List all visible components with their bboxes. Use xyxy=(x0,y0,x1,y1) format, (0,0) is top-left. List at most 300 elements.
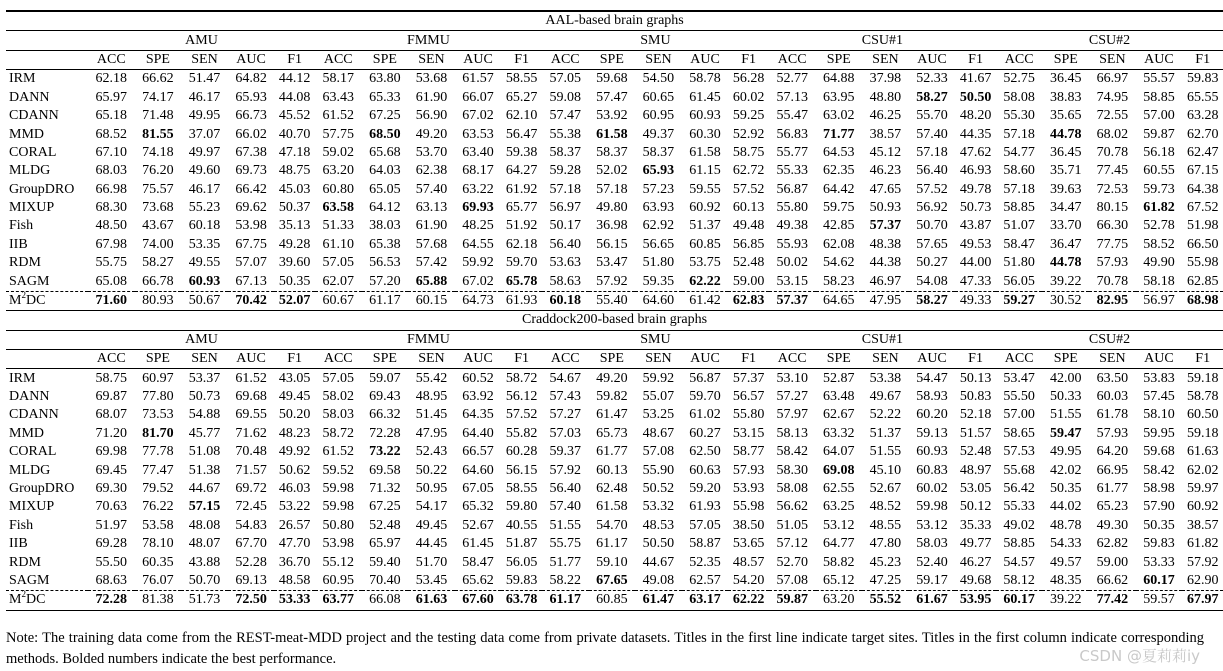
value-cell: 36.47 xyxy=(1050,236,1082,252)
value-cell: 49.95 xyxy=(1050,444,1082,460)
value-cell: 57.92 xyxy=(596,273,628,289)
value-cell: 60.92 xyxy=(1186,499,1219,515)
value-cell: 64.60 xyxy=(462,462,494,478)
value-cell: 61.52 xyxy=(322,444,355,460)
value-cell: 57.05 xyxy=(322,255,355,271)
value-cell: 65.33 xyxy=(369,89,401,105)
value-cell: 53.25 xyxy=(642,407,675,423)
value-cell: 53.70 xyxy=(415,144,448,160)
value-cell: 67.25 xyxy=(369,499,401,515)
value-cell: 67.97 xyxy=(1182,591,1223,610)
table-row xyxy=(6,572,1223,591)
value-cell: 58.17 xyxy=(322,71,355,87)
value-cell: 69.30 xyxy=(95,480,128,496)
value-cell: 58.27 xyxy=(909,291,956,310)
value-cell: 57.18 xyxy=(1003,126,1035,142)
value-cell: 38.57 xyxy=(1186,517,1219,533)
value-cell: 59.87 xyxy=(1143,126,1175,142)
value-cell: 38.50 xyxy=(732,517,765,533)
value-cell: 58.72 xyxy=(505,370,538,386)
value-cell: 64.35 xyxy=(462,407,494,423)
value-cell: 63.53 xyxy=(462,126,494,142)
value-cell: 60.93 xyxy=(689,108,721,124)
value-cell: 49.45 xyxy=(415,517,448,533)
value-cell: 51.45 xyxy=(415,407,448,423)
method-name: MIXUP xyxy=(9,200,55,216)
table-row xyxy=(6,181,1223,199)
value-cell: 51.08 xyxy=(188,444,221,460)
value-cell: 48.80 xyxy=(869,89,902,105)
value-cell: 60.63 xyxy=(689,462,721,478)
value-cell: 54.70 xyxy=(596,517,628,533)
value-cell: 51.77 xyxy=(549,554,581,570)
value-cell: 50.35 xyxy=(278,273,311,289)
value-cell: 59.08 xyxy=(549,89,581,105)
value-cell: 35.71 xyxy=(1050,163,1082,179)
value-cell: 40.55 xyxy=(505,517,538,533)
metric-header: AUC xyxy=(1136,350,1183,369)
value-cell: 49.45 xyxy=(278,389,311,404)
method-name: SAGM xyxy=(9,273,50,289)
value-cell: 59.52 xyxy=(322,462,355,478)
value-cell: 57.75 xyxy=(322,126,355,142)
value-cell: 67.98 xyxy=(95,236,128,252)
value-cell: 63.28 xyxy=(1186,108,1219,124)
site-header: SMU xyxy=(542,31,769,50)
value-cell: 44.78 xyxy=(1050,126,1082,142)
method-name: CORAL xyxy=(9,144,57,160)
value-cell: 65.62 xyxy=(462,572,494,588)
value-cell: 60.52 xyxy=(462,370,494,386)
value-cell: 57.27 xyxy=(776,389,808,404)
value-cell: 68.03 xyxy=(95,163,128,179)
value-cell: 76.22 xyxy=(142,499,174,515)
value-cell: 49.20 xyxy=(415,126,448,142)
value-cell: 59.38 xyxy=(505,144,538,160)
value-cell: 69.43 xyxy=(369,389,401,404)
value-cell: 51.73 xyxy=(181,591,228,610)
value-cell: 54.88 xyxy=(188,407,221,423)
value-cell: 49.48 xyxy=(732,218,765,234)
value-cell: 55.80 xyxy=(776,200,808,216)
value-cell: 35.65 xyxy=(1050,108,1082,124)
value-cell: 57.40 xyxy=(549,499,581,515)
value-cell: 59.95 xyxy=(1143,425,1175,441)
value-cell: 50.67 xyxy=(181,291,228,310)
value-cell: 46.27 xyxy=(959,554,992,570)
value-cell: 54.83 xyxy=(235,517,267,533)
value-cell: 71.57 xyxy=(235,462,267,478)
table-row xyxy=(6,107,1223,125)
value-cell: 46.25 xyxy=(869,108,902,124)
value-cell: 48.55 xyxy=(869,517,902,533)
metric-header: F1 xyxy=(955,350,996,369)
value-cell: 59.68 xyxy=(1143,444,1175,460)
value-cell: 57.37 xyxy=(732,370,765,386)
value-cell: 61.82 xyxy=(1186,536,1219,552)
value-cell: 67.13 xyxy=(235,273,267,289)
value-cell: 69.55 xyxy=(235,407,267,423)
table-row xyxy=(6,291,1223,310)
value-cell: 61.92 xyxy=(505,181,538,197)
section-title-row xyxy=(6,311,1223,330)
site-header: CSU#1 xyxy=(769,330,996,349)
value-cell: 48.78 xyxy=(1050,517,1082,533)
value-cell: 53.15 xyxy=(776,273,808,289)
value-cell: 51.55 xyxy=(1050,407,1082,423)
table-row xyxy=(6,125,1223,143)
value-cell: 48.52 xyxy=(869,499,902,515)
value-cell: 64.40 xyxy=(462,425,494,441)
value-cell: 48.75 xyxy=(278,163,311,179)
value-cell: 70.63 xyxy=(95,499,128,515)
value-cell: 58.77 xyxy=(732,444,765,460)
value-cell: 68.50 xyxy=(369,126,401,142)
value-cell: 62.83 xyxy=(728,291,769,310)
value-cell: 63.48 xyxy=(823,389,855,404)
watermark: CSDN @夏莉莉iy xyxy=(1079,647,1200,665)
empty-cell xyxy=(6,350,88,369)
metric-header: SPE xyxy=(816,350,863,369)
value-cell: 58.42 xyxy=(1143,462,1175,478)
results-table-container xyxy=(6,10,1219,611)
value-cell: 57.90 xyxy=(1143,499,1175,515)
value-cell: 47.95 xyxy=(415,425,448,441)
value-cell: 61.45 xyxy=(462,536,494,552)
value-cell: 59.83 xyxy=(505,572,538,588)
value-cell: 61.58 xyxy=(596,126,628,142)
value-cell: 59.28 xyxy=(549,163,581,179)
value-cell: 53.93 xyxy=(732,480,765,496)
value-cell: 55.40 xyxy=(589,291,636,310)
metric-header: AUC xyxy=(228,350,275,369)
value-cell: 58.37 xyxy=(642,144,675,160)
value-cell: 62.50 xyxy=(689,444,721,460)
value-cell: 57.65 xyxy=(916,236,948,252)
value-cell: 57.08 xyxy=(776,572,808,588)
value-cell: 55.82 xyxy=(505,425,538,441)
value-cell: 65.38 xyxy=(369,236,401,252)
value-cell: 53.98 xyxy=(322,536,355,552)
value-cell: 49.68 xyxy=(959,572,992,588)
value-cell: 69.87 xyxy=(95,389,128,404)
value-cell: 74.95 xyxy=(1096,89,1129,105)
value-cell: 56.83 xyxy=(776,126,808,142)
value-cell: 59.80 xyxy=(505,499,538,515)
value-cell: 60.18 xyxy=(542,291,589,310)
value-cell: 60.97 xyxy=(142,370,174,386)
value-cell: 53.98 xyxy=(235,218,267,234)
value-cell: 52.48 xyxy=(369,517,401,533)
value-cell: 64.55 xyxy=(462,236,494,252)
method-name: DANN xyxy=(9,89,50,105)
value-cell: 57.47 xyxy=(596,89,628,105)
value-cell: 63.17 xyxy=(682,591,729,610)
value-cell: 58.85 xyxy=(1003,200,1035,216)
site-header: CSU#2 xyxy=(996,31,1223,50)
value-cell: 58.82 xyxy=(823,554,855,570)
value-cell: 59.55 xyxy=(689,181,721,197)
value-cell: 69.45 xyxy=(95,462,128,478)
value-cell: 58.93 xyxy=(916,389,948,404)
value-cell: 54.20 xyxy=(732,572,765,588)
section-title: AAL-based brain graphs xyxy=(6,11,1223,31)
value-cell: 50.35 xyxy=(1143,517,1175,533)
value-cell: 62.48 xyxy=(596,480,628,496)
metric-header-row xyxy=(6,50,1223,69)
value-cell: 52.40 xyxy=(916,554,948,570)
value-cell: 65.05 xyxy=(369,181,401,197)
table-row xyxy=(6,199,1223,217)
value-cell: 60.93 xyxy=(916,444,948,460)
value-cell: 26.57 xyxy=(278,517,311,533)
value-cell: 71.48 xyxy=(142,108,174,124)
value-cell: 57.40 xyxy=(916,126,948,142)
metric-header: F1 xyxy=(955,50,996,69)
value-cell: 39.63 xyxy=(1050,181,1082,197)
value-cell: 57.27 xyxy=(549,407,581,423)
method-name: MLDG xyxy=(9,462,51,478)
value-cell: 80.93 xyxy=(135,291,182,310)
value-cell: 57.05 xyxy=(322,370,355,386)
value-cell: 62.55 xyxy=(823,480,855,496)
metric-header: AUC xyxy=(455,350,502,369)
value-cell: 52.67 xyxy=(869,480,902,496)
value-cell: 59.18 xyxy=(1186,370,1219,386)
value-cell: 51.37 xyxy=(869,425,902,441)
value-cell: 52.07 xyxy=(274,291,315,310)
value-cell: 55.23 xyxy=(188,200,221,216)
value-cell: 60.02 xyxy=(916,480,948,496)
value-cell: 58.63 xyxy=(549,273,581,289)
value-cell: 52.18 xyxy=(959,407,992,423)
value-cell: 61.47 xyxy=(596,407,628,423)
metric-header: ACC xyxy=(769,350,816,369)
value-cell: 37.07 xyxy=(188,126,221,142)
value-cell: 57.92 xyxy=(1186,554,1219,570)
value-cell: 58.18 xyxy=(1143,273,1175,289)
value-cell: 49.92 xyxy=(278,444,311,460)
value-cell: 80.15 xyxy=(1096,200,1129,216)
value-cell: 52.67 xyxy=(462,517,494,533)
value-cell: 49.02 xyxy=(1003,517,1035,533)
value-cell: 49.57 xyxy=(1050,554,1082,570)
metric-header: F1 xyxy=(728,350,769,369)
value-cell: 57.05 xyxy=(689,517,721,533)
value-cell: 62.82 xyxy=(1096,536,1129,552)
table-row xyxy=(6,388,1223,406)
value-cell: 62.67 xyxy=(823,407,855,423)
value-cell: 56.85 xyxy=(732,236,765,252)
value-cell: 67.65 xyxy=(596,572,628,588)
metric-header: SEN xyxy=(181,350,228,369)
value-cell: 68.07 xyxy=(95,407,128,423)
value-cell: 55.75 xyxy=(95,255,128,271)
value-cell: 59.18 xyxy=(1186,425,1219,441)
value-cell: 67.15 xyxy=(1186,163,1219,179)
value-cell: 62.18 xyxy=(505,236,538,252)
value-cell: 62.57 xyxy=(689,572,721,588)
metric-header: SPE xyxy=(1042,350,1089,369)
value-cell: 48.58 xyxy=(278,572,311,588)
value-cell: 54.47 xyxy=(916,370,948,386)
metric-header: F1 xyxy=(501,50,542,69)
empty-cell xyxy=(6,50,88,69)
value-cell: 48.08 xyxy=(188,517,221,533)
value-cell: 58.03 xyxy=(916,536,948,552)
metric-header: F1 xyxy=(1182,350,1223,369)
method-name: IIB xyxy=(9,236,28,252)
metric-header: F1 xyxy=(1182,50,1223,69)
value-cell: 39.22 xyxy=(1050,273,1082,289)
empty-cell xyxy=(6,330,88,349)
metric-header: ACC xyxy=(88,50,135,69)
value-cell: 58.75 xyxy=(95,370,128,386)
value-cell: 53.05 xyxy=(959,480,992,496)
metric-header: ACC xyxy=(542,350,589,369)
metric-header: SEN xyxy=(862,350,909,369)
value-cell: 65.55 xyxy=(1186,89,1219,105)
value-cell: 61.90 xyxy=(415,89,448,105)
value-cell: 59.97 xyxy=(1186,480,1219,496)
value-cell: 44.67 xyxy=(188,480,221,496)
metric-header: ACC xyxy=(769,50,816,69)
value-cell: 57.20 xyxy=(369,273,401,289)
value-cell: 59.82 xyxy=(596,389,628,404)
value-cell: 60.80 xyxy=(322,181,355,197)
value-cell: 69.08 xyxy=(823,462,855,478)
value-cell: 61.63 xyxy=(408,591,455,610)
value-cell: 61.90 xyxy=(415,218,448,234)
value-cell: 67.05 xyxy=(462,480,494,496)
value-cell: 46.17 xyxy=(188,181,221,197)
value-cell: 68.98 xyxy=(1182,291,1223,310)
value-cell: 64.88 xyxy=(823,71,855,87)
value-cell: 58.02 xyxy=(322,389,355,404)
value-cell: 64.03 xyxy=(369,163,401,179)
table-row xyxy=(6,254,1223,272)
value-cell: 58.23 xyxy=(823,273,855,289)
value-cell: 81.38 xyxy=(135,591,182,610)
metric-header: AUC xyxy=(682,50,729,69)
value-cell: 47.33 xyxy=(959,273,992,289)
value-cell: 54.62 xyxy=(823,255,855,271)
metric-header: SPE xyxy=(589,350,636,369)
value-cell: 47.95 xyxy=(862,291,909,310)
value-cell: 62.10 xyxy=(505,108,538,124)
value-cell: 49.90 xyxy=(1143,255,1175,271)
value-cell: 35.33 xyxy=(959,517,992,533)
value-cell: 60.55 xyxy=(1143,163,1175,179)
value-cell: 49.60 xyxy=(188,163,221,179)
value-cell: 48.67 xyxy=(642,425,675,441)
value-cell: 50.35 xyxy=(1050,480,1082,496)
method-name xyxy=(6,591,88,610)
value-cell: 56.92 xyxy=(916,200,948,216)
value-cell: 74.17 xyxy=(142,89,174,105)
value-cell: 59.35 xyxy=(642,273,675,289)
value-cell: 58.27 xyxy=(916,89,948,105)
value-cell: 39.22 xyxy=(1042,591,1089,610)
value-cell: 72.45 xyxy=(235,499,267,515)
value-cell: 69.58 xyxy=(369,462,401,478)
value-cell: 52.87 xyxy=(823,370,855,386)
value-cell: 65.78 xyxy=(505,273,538,289)
value-cell: 44.12 xyxy=(278,71,311,87)
value-cell: 58.78 xyxy=(689,71,721,87)
value-cell: 60.35 xyxy=(142,554,174,570)
value-cell: 59.57 xyxy=(1136,591,1183,610)
value-cell: 57.00 xyxy=(1003,407,1035,423)
value-cell: 44.45 xyxy=(415,536,448,552)
value-cell: 58.65 xyxy=(1003,425,1035,441)
section-title-row xyxy=(6,11,1223,31)
value-cell: 61.52 xyxy=(235,370,267,386)
value-cell: 55.70 xyxy=(916,108,948,124)
value-cell: 49.33 xyxy=(955,291,996,310)
value-cell: 58.03 xyxy=(322,407,355,423)
value-cell: 65.73 xyxy=(596,425,628,441)
value-cell: 58.22 xyxy=(549,572,581,588)
value-cell: 68.52 xyxy=(95,126,128,142)
value-cell: 59.83 xyxy=(1186,71,1219,87)
value-cell: 59.37 xyxy=(549,444,581,460)
table-row xyxy=(6,591,1223,610)
value-cell: 71.60 xyxy=(88,291,135,310)
value-cell: 56.15 xyxy=(505,462,538,478)
value-cell: 45.12 xyxy=(869,144,902,160)
method-name: RDM xyxy=(9,554,41,570)
value-cell: 57.07 xyxy=(235,255,267,271)
value-cell: 60.67 xyxy=(315,291,362,310)
value-cell: 65.32 xyxy=(462,499,494,515)
value-cell: 51.55 xyxy=(869,444,902,460)
value-cell: 64.73 xyxy=(455,291,502,310)
value-cell: 55.38 xyxy=(549,126,581,142)
value-cell: 59.92 xyxy=(642,370,675,386)
table-row xyxy=(6,236,1223,254)
metric-header: SPE xyxy=(589,50,636,69)
value-cell: 64.38 xyxy=(1186,181,1219,197)
metric-header: SEN xyxy=(862,50,909,69)
value-cell: 49.77 xyxy=(959,536,992,552)
value-cell: 49.20 xyxy=(596,370,628,386)
value-cell: 47.80 xyxy=(869,536,902,552)
value-cell: 59.20 xyxy=(689,480,721,496)
value-cell: 77.47 xyxy=(142,462,174,478)
metric-header: ACC xyxy=(996,350,1043,369)
value-cell: 33.70 xyxy=(1050,218,1082,234)
value-cell: 36.70 xyxy=(278,554,311,570)
value-cell: 57.42 xyxy=(415,255,448,271)
value-cell: 49.67 xyxy=(869,389,902,404)
value-cell: 48.25 xyxy=(462,218,494,234)
value-cell: 56.40 xyxy=(916,163,948,179)
value-cell: 48.57 xyxy=(732,554,765,570)
table-row xyxy=(6,425,1223,443)
value-cell: 65.23 xyxy=(1096,499,1129,515)
method-name-superscript: 2 xyxy=(21,290,26,301)
metric-header: SPE xyxy=(362,50,409,69)
value-cell: 69.72 xyxy=(235,480,267,496)
table-row xyxy=(6,162,1223,180)
value-cell: 57.03 xyxy=(549,425,581,441)
metric-header: SEN xyxy=(1089,350,1136,369)
value-cell: 58.78 xyxy=(1186,389,1219,404)
value-cell: 77.42 xyxy=(1089,591,1136,610)
value-cell: 62.22 xyxy=(689,273,721,289)
value-cell: 65.27 xyxy=(505,89,538,105)
